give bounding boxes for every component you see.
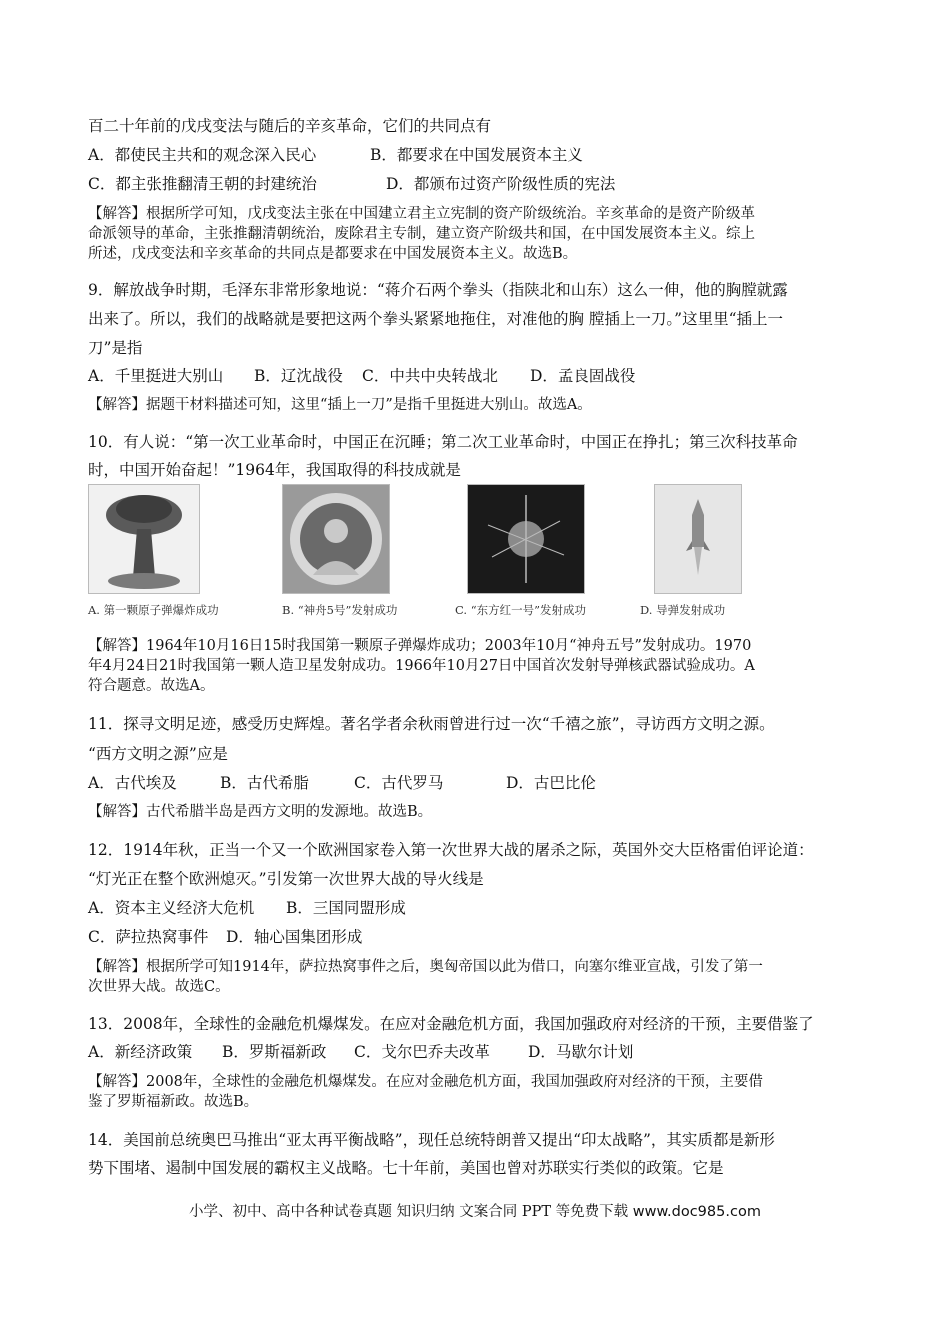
q10-answer-line: 【解答】1964年10月16日15时我国第一颗原子弹爆炸成功；2003年10月“神舟五号”发射成功。1970 <box>88 638 752 654</box>
q10-answer-line: 年4月24日21时我国第一颗人造卫星发射成功。1966年10月27日中国首次发射导弹核武器试验成功。A <box>88 658 755 674</box>
q10-stem-line: 10．有人说：“第一次工业革命时，中国正在沉睡；第二次工业革命时，中国正在挣扎；第三次科技革命 <box>88 433 798 451</box>
q11-option-a: A．古代埃及 <box>88 774 177 792</box>
q11-option-c: C．古代罗马 <box>354 774 444 792</box>
q13-stem: 13．2008年，全球性的金融危机爆煤发。在应对金融危机方面，我国加强政府对经济的干预，主要借鉴了 <box>88 1015 814 1033</box>
q12-option-c: C．萨拉热窝事件 <box>88 928 209 946</box>
q8-answer-line: 命派领导的革命，主张推翻清朝统治，废除君主专制，建立资产阶级共和国，在中国发展资本主义。综上 <box>88 226 755 242</box>
mushroom-cloud-photo <box>88 484 200 594</box>
q10-image-b <box>282 484 457 624</box>
q12-answer-line: 【解答】根据所学可知1914年，萨拉热窝事件之后，奥匈帝国以此为借口，向塞尔维亚宣战，引发了第一 <box>88 959 763 975</box>
q10-caption-d: D. 导弹发射成功 <box>640 603 726 617</box>
q13-answer-line: 【解答】2008年，全球性的金融危机爆煤发。在应对金融危机方面，我国加强政府对经济的干预，主要借 <box>88 1074 763 1090</box>
q8-stem: 百二十年前的戊戌变法与随后的辛亥革命，它们的共同点有 <box>88 117 492 135</box>
q12-answer-line: 次世界大战。故选C。 <box>88 979 230 995</box>
q10-caption-c: C. “东方红一号”发射成功 <box>455 603 586 617</box>
q11-answer: 【解答】古代希腊半岛是西方文明的发源地。故选B。 <box>88 804 433 820</box>
q8-option-c: C．都主张推翻清王朝的封建统治 <box>88 175 317 193</box>
q9-stem-line: 9．解放战争时期，毛泽东非常形象地说：“蒋介石两个拳头（指陕北和山东）这么一伸，他的胸膛就露 <box>88 281 788 299</box>
q11-option-d: D．古巴比伦 <box>506 774 596 792</box>
q9-option-a: A．千里挺进大别山 <box>88 367 224 385</box>
q13-option-b: B．罗斯福新政 <box>222 1043 327 1061</box>
q9-option-d: D．孟良固战役 <box>530 367 636 385</box>
page-footer <box>0 1200 950 1221</box>
footer-link[interactable]: www.doc985.com <box>632 1204 761 1220</box>
q9-stem-line: 出来了。所以，我们的战略就是要把这两个拳头紧紧地拖住，对准他的胸 膛插上一刀。”这里里“插上一 <box>88 310 784 328</box>
q8-option-b: B．都要求在中国发展资本主义 <box>370 146 583 164</box>
q8-answer-line: 所述，戊戌变法和辛亥革命的共同点是都要求在中国发展资本主义。故选B。 <box>88 246 578 262</box>
q10-stem-line: 时，中国开始奋起！”1964年，我国取得的科技成就是 <box>88 461 461 479</box>
q8-answer-line: 【解答】根据所学可知，戊戌变法主张在中国建立君主立宪制的资产阶级统治。辛亥革命的是资产阶级革 <box>88 206 755 222</box>
q11-option-b: B．古代希脂 <box>220 774 309 792</box>
q9-stem-line: 刀”是指 <box>88 339 143 357</box>
q8-option-d: D．都颁布过资产阶级性质的宪法 <box>386 175 616 193</box>
q13-answer-line: 鉴了罗斯福新政。故选B。 <box>88 1094 259 1110</box>
q12-option-b: B．三国同盟形成 <box>286 899 406 917</box>
q12-stem-line: 12．1914年秋，正当一个又一个欧洲国家卷入第一次世界大战的屠杀之际，英国外交大臣格雷伯评论道： <box>88 841 814 859</box>
q10-image-c <box>455 484 640 624</box>
q12-option-a: A．资本主义经济大危机 <box>88 899 255 917</box>
q10-caption-b: B. “神舟5号”发射成功 <box>282 603 398 617</box>
q12-option-d: D．轴心国集团形成 <box>226 928 363 946</box>
footer-text: 小学、初中、高中各种试卷真题 知识归纳 文案合同 PPT 等免费下载 <box>189 1204 629 1220</box>
q13-option-c: C．戈尔巴乔夫改革 <box>354 1043 490 1061</box>
q9-option-c: C．中共中央转战北 <box>362 367 498 385</box>
q14-stem-line: 14．美国前总统奥巴马推出“亚太再平衡战略”，现任总统特朗普又提出“印太战略”，其实质都是新形 <box>88 1131 775 1149</box>
missile-photo <box>654 484 742 594</box>
q13-option-d: D．马歇尔计划 <box>528 1043 634 1061</box>
q14-stem-line: 势下围堵、遏制中国发展的霸权主义战略。七十年前，美国也曾对苏联实行类似的政策。它是 <box>88 1159 724 1177</box>
satellite-photo <box>467 484 585 594</box>
astronaut-photo <box>282 484 390 594</box>
q10-image-a <box>88 484 268 624</box>
q9-answer: 【解答】据题干材料描述可知，这里“插上一刀”是指千里挺进大别山。故选A。 <box>88 397 592 413</box>
q13-option-a: A．新经济政策 <box>88 1043 193 1061</box>
q11-stem-line: 11．探寻文明足迹，感受历史辉煌。著名学者余秋雨曾进行过一次“千禧之旅”，寻访西方文明之源。 <box>88 715 775 733</box>
q9-option-b: B．辽沈战役 <box>254 367 343 385</box>
q10-answer-line: 符合题意。故选A。 <box>88 678 215 694</box>
q11-stem-line: “西方文明之源”应是 <box>88 745 228 763</box>
q10-image-d <box>640 484 780 624</box>
q12-stem-line: “灯光正在整个欧洲熄灭。”引发第一次世界大战的导火线是 <box>88 870 484 888</box>
q10-caption-a: A. 第一颗原子弹爆炸成功 <box>88 603 219 617</box>
q8-option-a: A．都使民主共和的观念深入民心 <box>88 146 317 164</box>
